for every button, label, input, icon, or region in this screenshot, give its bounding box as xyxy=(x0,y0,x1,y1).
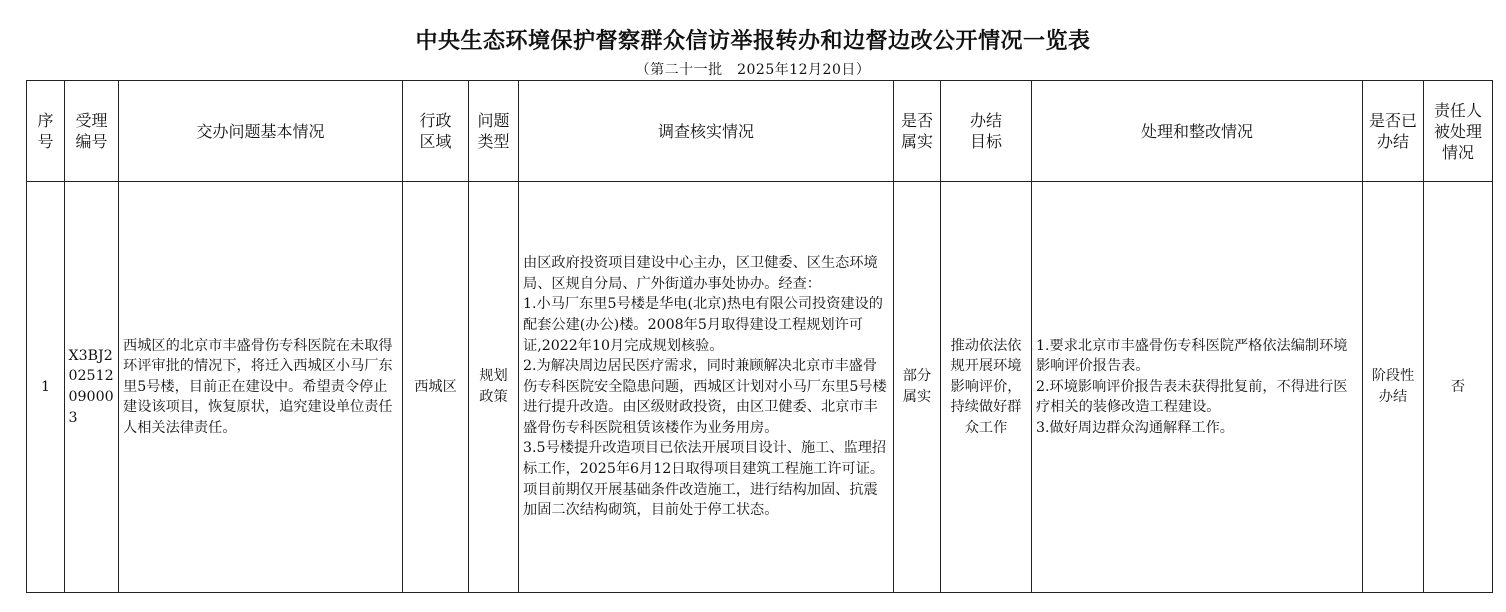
header-receipt-no: 受理编号 xyxy=(65,81,119,182)
header-seq: 序号 xyxy=(27,81,65,182)
header-is-closed: 是否已办结 xyxy=(1363,81,1424,182)
header-is-true: 是否属实 xyxy=(894,81,941,182)
document-subtitle: （第二十一批 2025年12月20日） xyxy=(635,62,871,78)
cell-responsible: 否 xyxy=(1424,182,1493,593)
header-region: 行政区域 xyxy=(403,81,469,182)
header-investigation: 调查核实情况 xyxy=(519,81,894,182)
header-basic-info: 交办问题基本情况 xyxy=(119,81,403,182)
cell-problem-type: 规划政策 xyxy=(469,182,519,593)
header-problem-type: 问题类型 xyxy=(469,81,519,182)
header-handling: 处理和整改情况 xyxy=(1032,81,1363,182)
table-header-row xyxy=(27,81,1493,182)
cell-is-true: 部分属实 xyxy=(894,182,941,593)
cell-is-closed: 阶段性办结 xyxy=(1363,182,1424,593)
cell-handling: 1.要求北京市丰盛骨伤专科医院严格依法编制环境影响评价报告表。 2.环境影响评价报告表未获得批复前，不得进行医疗相关的装修改造工程建设。 3.做好周边群众沟通解释工作。 xyxy=(1032,182,1363,593)
document-title: 中央生态环境保护督察群众信访举报转办和边督边改公开情况一览表 xyxy=(415,28,1091,54)
header-goal: 办结目标 xyxy=(941,81,1032,182)
cell-investigation: 由区政府投资项目建设中心主办，区卫健委、区生态环境局、区规自分局、广外街道办事处协办。经查： 1.小马厂东里5号楼是华电(北京)热电有限公司投资建设的配套公建(办公)楼。2008年5月取得建设工程规划许可证,2022年10月完成规划核验。 2.为解决周边居民医疗需求，同时兼顾解决北京市丰盛骨伤专科医院安全隐患问题，西城区计划对小马厂东里5号楼进行提升改造。由区级财政投资，由区卫健委、北京市丰盛骨伤专科医院租赁该楼作为业务用房。 3.5号楼提升改造项目已依法开展项目设计、施工、监理招标工作，2025年6月12日取得项目建筑工程施工许可证。项目前期仅开展基础条件改造施工，进行结构加固、抗震加固二次结构砌筑，目前处于停工状态。 xyxy=(519,182,894,593)
header-responsible: 责任人被处理情况 xyxy=(1424,81,1493,182)
cell-goal: 推动依法依规开展环境影响评价，持续做好群众工作 xyxy=(941,182,1032,593)
cell-receipt-no: X3BJ202512090003 xyxy=(65,182,119,593)
report-table xyxy=(26,80,1493,593)
cell-region: 西城区 xyxy=(403,182,469,593)
cell-basic-info: 西城区的北京市丰盛骨伤专科医院在未取得环评审批的情况下，将迁入西城区小马厂东里5号楼，目前正在建设中。希望责令停止建设该项目，恢复原状，追究建设单位责任人相关法律责任。 xyxy=(119,182,403,593)
table-row xyxy=(27,182,1493,593)
cell-seq: 1 xyxy=(27,182,65,593)
